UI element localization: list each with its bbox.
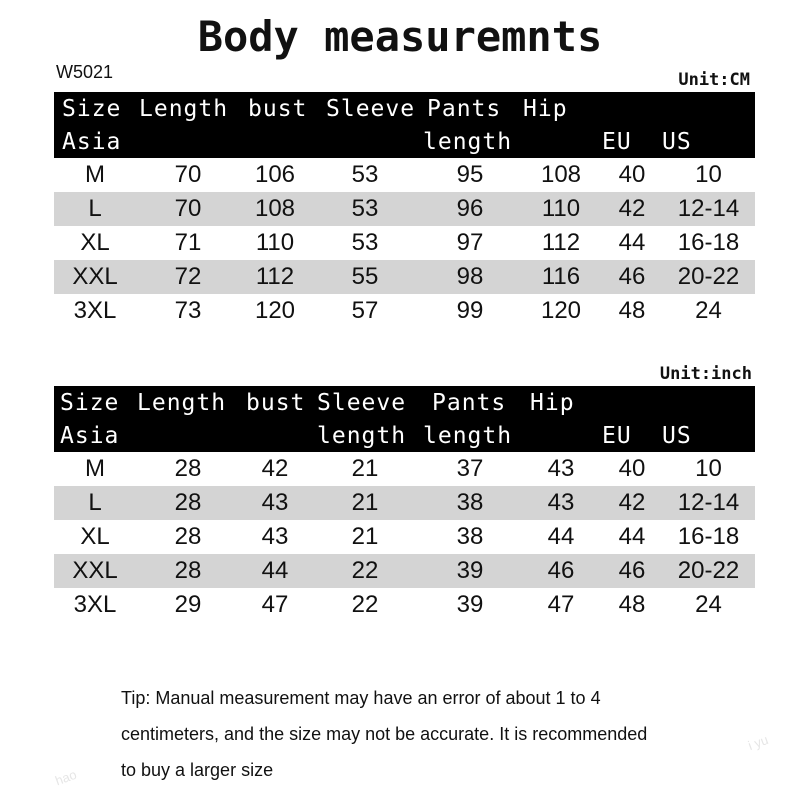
header-cell: length — [310, 419, 420, 452]
table-cell: 37 — [456, 455, 484, 482]
table-row — [54, 158, 755, 192]
table-cell: 43 — [547, 455, 575, 482]
header-cell: bust — [240, 386, 310, 419]
product-code: W5021 — [56, 62, 114, 82]
table-cell: 112 — [240, 260, 310, 294]
table-cell: 40 — [618, 161, 646, 188]
table-cell: 40 — [618, 455, 646, 482]
table-cell: 21 — [351, 523, 379, 550]
table-cell: 3XL — [73, 591, 117, 618]
table-cell: 44 — [547, 523, 575, 550]
header-cell: length — [420, 419, 520, 452]
table-row — [54, 452, 755, 486]
watermark-text: i yu — [746, 731, 771, 754]
table-cell: 20-22 — [662, 554, 755, 588]
header-cell — [520, 419, 602, 452]
tip-line: to buy a larger size — [121, 760, 274, 780]
page-title: Body measuremnts — [197, 12, 603, 61]
table-row — [54, 260, 755, 294]
header-cell: Length — [136, 92, 240, 125]
table-cell: 42 — [602, 192, 662, 226]
table-cell: 70 — [136, 192, 240, 226]
header-cell: length — [420, 125, 520, 158]
table-cell: 43 — [261, 523, 289, 550]
table-cell: L — [54, 486, 136, 520]
header-row — [54, 125, 755, 158]
table-cell: L — [54, 192, 136, 226]
table-cell: 120 — [254, 297, 296, 324]
table-row — [54, 226, 755, 260]
table-cell: 3XL — [73, 297, 117, 324]
header-cell — [240, 419, 310, 452]
table-cell: 53 — [351, 229, 379, 256]
table-cell: 48 — [618, 591, 646, 618]
table-cell: 28 — [136, 554, 240, 588]
table-cell: 99 — [456, 297, 484, 324]
tip-line: centimeters, and the size may not be accurate. It is recommended — [121, 724, 648, 744]
header-cell: Sleeve — [310, 386, 420, 419]
header-cell — [136, 125, 240, 158]
table-cell: 120 — [540, 297, 582, 324]
table-cell: 70 — [174, 161, 202, 188]
table-cell: 106 — [254, 161, 296, 188]
table-cell: 22 — [310, 554, 420, 588]
table-cell: 10 — [695, 161, 722, 188]
header-cell: Asia — [54, 125, 136, 158]
table-cell: 39 — [420, 554, 520, 588]
table-cell: 96 — [420, 192, 520, 226]
table-cell: 47 — [547, 591, 575, 618]
table-cell: 24 — [695, 297, 722, 324]
header-cell: Asia — [54, 419, 136, 452]
header-row — [54, 419, 755, 452]
table-cell: 98 — [420, 260, 520, 294]
table-cell: 44 — [618, 523, 646, 550]
tip-line: Tip: Manual measurement may have an error of about 1 to 4 — [121, 688, 601, 708]
header-row — [54, 92, 755, 125]
table-cell: 110 — [520, 192, 602, 226]
table-cell: 38 — [456, 523, 484, 550]
table-cell: 108 — [240, 192, 310, 226]
header-cell — [662, 386, 755, 419]
table-cell: XL — [80, 229, 110, 256]
table-cell: 53 — [310, 192, 420, 226]
table-cell: 21 — [351, 455, 379, 482]
table-cell: 48 — [618, 297, 646, 324]
header-cell: Sleeve — [310, 92, 420, 125]
header-cell: Size — [54, 386, 136, 419]
table-cell: 108 — [540, 161, 582, 188]
table-row — [54, 554, 755, 588]
header-cell — [240, 125, 310, 158]
table-cell: 71 — [174, 229, 202, 256]
table-cell: 29 — [174, 591, 202, 618]
header-cell: bust — [240, 92, 310, 125]
table-cell: 112 — [541, 229, 581, 256]
table-cell: 43 — [520, 486, 602, 520]
header-cell: US — [662, 419, 755, 452]
table-cell: 46 — [602, 260, 662, 294]
unit-label-cm: Unit:CM — [678, 70, 750, 90]
table-cell: 38 — [420, 486, 520, 520]
table-row — [54, 520, 755, 554]
table-cell: 28 — [174, 455, 202, 482]
table-cell: 73 — [174, 297, 202, 324]
table-cell: XXL — [54, 260, 136, 294]
table-cell: XL — [80, 523, 110, 550]
table-cell: 46 — [602, 554, 662, 588]
table-cell: 47 — [261, 591, 289, 618]
table-cell: 116 — [520, 260, 602, 294]
table-cell: 43 — [240, 486, 310, 520]
header-cell: EU — [602, 419, 662, 452]
table-cell: 57 — [351, 297, 379, 324]
unit-label-inch: Unit:inch — [659, 364, 752, 384]
table-cell: 53 — [351, 161, 379, 188]
table-cell: 39 — [456, 591, 484, 618]
header-cell — [602, 386, 662, 419]
measurement-tip — [121, 680, 741, 788]
watermark-text: hao — [53, 766, 79, 789]
header-cell — [520, 125, 602, 158]
header-cell — [136, 419, 240, 452]
table-cell: 12-14 — [662, 192, 755, 226]
table-cell: 28 — [136, 486, 240, 520]
table-cell: 21 — [310, 486, 420, 520]
table-row — [54, 486, 755, 520]
table-cell: 42 — [261, 455, 289, 482]
header-cell: Size — [54, 92, 136, 125]
header-cell: Hip — [520, 386, 602, 419]
header-cell: EU — [602, 125, 662, 158]
header-cell: Pants — [420, 92, 520, 125]
header-cell — [602, 92, 662, 125]
table-row — [54, 192, 755, 226]
header-cell — [310, 125, 420, 158]
table-cell: M — [85, 455, 105, 482]
table-cell: 12-14 — [662, 486, 755, 520]
table-cell: 42 — [602, 486, 662, 520]
table-cell: 28 — [174, 523, 202, 550]
size-table-inch — [54, 386, 755, 622]
table-cell: XXL — [54, 554, 136, 588]
table-cell: 72 — [136, 260, 240, 294]
table-cell: 97 — [456, 229, 484, 256]
table-cell: 44 — [240, 554, 310, 588]
table-cell: 110 — [255, 229, 295, 256]
table-cell: 95 — [456, 161, 484, 188]
table-cell: 10 — [695, 455, 722, 482]
table-row — [54, 294, 755, 328]
table-cell: 44 — [618, 229, 646, 256]
table-cell: 16-18 — [677, 523, 740, 550]
table-cell: 16-18 — [677, 229, 740, 256]
header-cell — [662, 92, 755, 125]
header-row — [54, 386, 755, 419]
table-cell: 20-22 — [662, 260, 755, 294]
table-row — [54, 588, 755, 622]
header-cell: US — [662, 125, 755, 158]
table-cell: 55 — [310, 260, 420, 294]
table-cell: 46 — [520, 554, 602, 588]
header-cell: Pants — [420, 386, 520, 419]
table-cell: 22 — [351, 591, 379, 618]
header-cell: Length — [136, 386, 240, 419]
table-cell: 24 — [695, 591, 722, 618]
table-cell: M — [85, 161, 105, 188]
header-cell: Hip — [520, 92, 602, 125]
size-table-cm — [54, 92, 755, 328]
